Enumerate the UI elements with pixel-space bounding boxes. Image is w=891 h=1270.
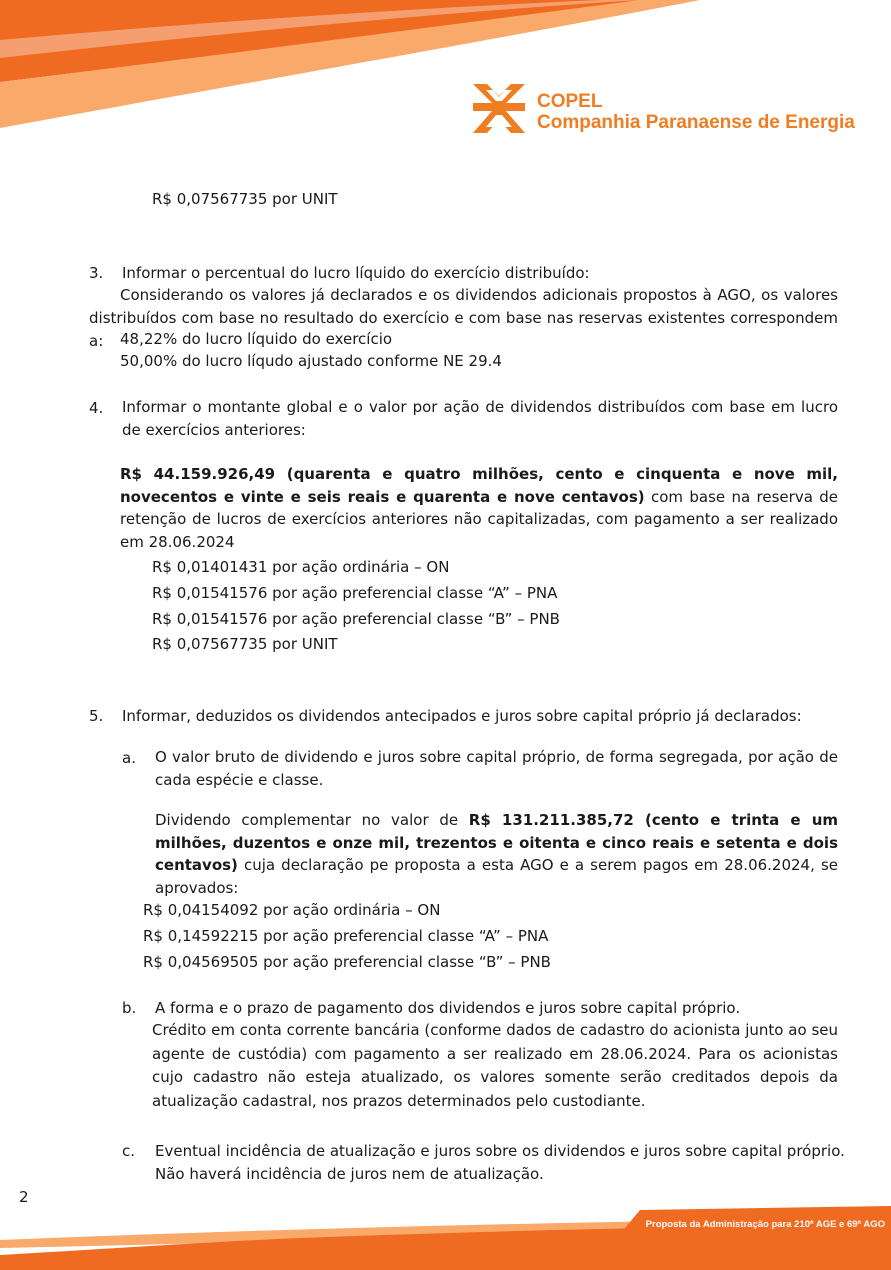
item5a-amount-bold: R$ 131.211.385,72 (cento e trinta e um milhões, duzentos e onze mil, trezentos e oitenta e cinco reais e setenta e dois centavos)	[155, 811, 838, 874]
item3-paragraph-line1: Considerando os valores já declarados e os dividendos adicionais propostos à AGO, os valores	[120, 286, 838, 304]
item5b-title: A forma e o prazo de pagamento dos dividendos e juros sobre capital próprio.	[155, 999, 741, 1017]
item3-paragraph-line2: distribuídos com base no resultado do exercício e com base nas reservas existentes correspondem a:	[89, 309, 838, 350]
item5c-letter: c.	[122, 1142, 136, 1160]
item5b-letter: b.	[122, 999, 137, 1017]
item4-title: Informar o montante global e o valor por ação de dividendos distribuídos com base em lucro de exercícios anteriores:	[122, 398, 838, 439]
item3-value-1: 48,22% do lucro líquido do exercício	[120, 330, 393, 348]
item5a-text-start: Dividendo complementar no valor de	[155, 811, 469, 829]
item5a-per-share-on: R$ 0,04154092 por ação ordinária – ON	[143, 901, 441, 919]
copel-logo-icon	[473, 84, 525, 133]
item5c-title: Eventual incidência de atualização e juros sobre os dividendos e juros sobre capital próprio.	[155, 1142, 845, 1160]
company-full-name: Companhia Paranaense de Energia	[537, 112, 855, 133]
item4-per-share-on: R$ 0,01401431 por ação ordinária – ON	[152, 558, 450, 576]
item5a-per-share-pnb: R$ 0,04569505 por ação preferencial classe “B” – PNB	[143, 953, 551, 971]
item5a-title: O valor bruto de dividendo e juros sobre capital próprio, de forma segregada, por ação de cada espécie e classe.	[155, 748, 838, 789]
item5a-letter: a.	[122, 749, 136, 767]
item4-per-share-unit: R$ 0,07567735 por UNIT	[152, 635, 338, 653]
item3-number: 3.	[89, 264, 104, 282]
footer-swoosh	[0, 1200, 891, 1270]
item3-title: Informar o percentual do lucro líquido do exercício distribuído:	[122, 264, 590, 282]
page-number: 2	[19, 1188, 29, 1206]
item4-amount-bold: R$ 44.159.926,49 (quarenta e quatro milhões, cento e cinquenta e nove mil, novecentos e vinte e seis reais e quarenta e nove centavos)	[120, 465, 838, 506]
company-brand	[537, 91, 855, 133]
unit-value-line: R$ 0,07567735 por UNIT	[152, 190, 338, 208]
item4-per-share-pnb: R$ 0,01541576 por ação preferencial classe “B” – PNB	[152, 610, 560, 628]
item5-number: 5.	[89, 707, 104, 725]
item4-per-share-pna: R$ 0,01541576 por ação preferencial classe “A” – PNA	[152, 584, 558, 602]
item5b-paragraph: Crédito em conta corrente bancária (conforme dados de cadastro do acionista junto ao seu agente de custódia) com pagamento a ser realizado em 28.06.2024. Para os acionistas cujo cadastro não esteja atualizado, os valores somente serão creditados depois da atualização cadastral, nos prazos determinados pelo custodiante.	[152, 1021, 838, 1110]
item5-title: Informar, deduzidos os dividendos antecipados e juros sobre capital próprio já declarados:	[122, 707, 802, 725]
item4-amount-rest: com base na reserva de retenção de lucros de exercícios anteriores não capitalizadas, com pagamento a ser realizado em 28.06.2024	[120, 487, 838, 551]
item5a-per-share-pna: R$ 0,14592215 por ação preferencial classe “A” – PNA	[143, 927, 549, 945]
item4-number: 4.	[89, 399, 104, 417]
item4-amount-paragraph	[120, 463, 838, 553]
item5a-text-end: cuja declaração pe proposta a esta AGO e a serem pagos em 28.06.2024, se aprovados:	[155, 856, 838, 897]
footer-caption: Proposta da Administração para 210ª AGE e 69ª AGO	[645, 1219, 885, 1230]
item5c-text: Não haverá incidência de juros nem de atualização.	[155, 1165, 544, 1183]
company-short-name: COPEL	[537, 91, 603, 112]
item3-value-2: 50,00% do lucro líqudo ajustado conforme NE 29.4	[120, 352, 502, 370]
item5a-paragraph	[155, 809, 838, 899]
